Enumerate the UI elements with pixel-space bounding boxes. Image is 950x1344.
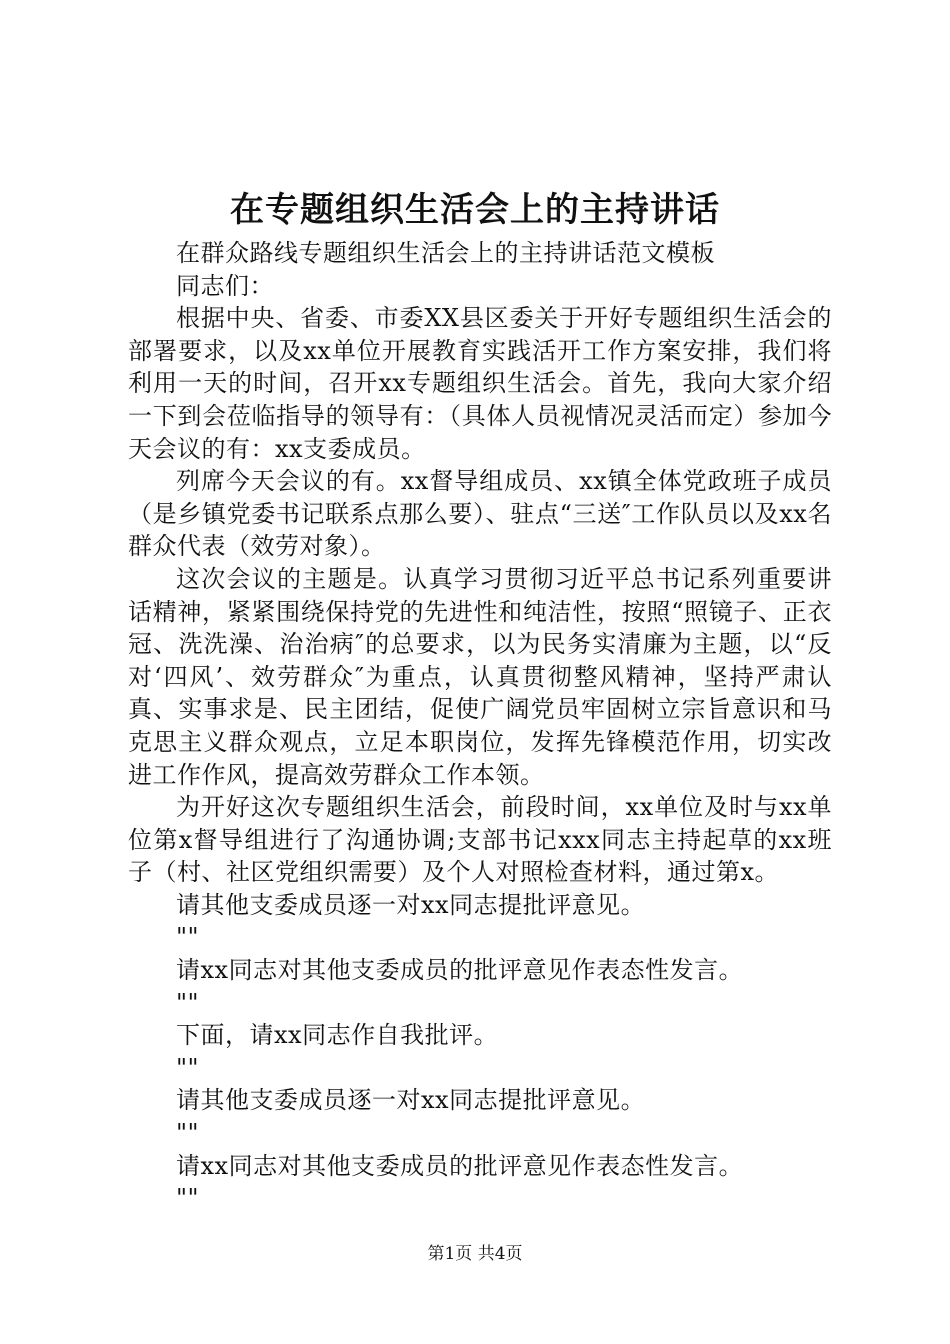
instruction-line: 请其他支委成员逐一对xx同志提批评意见。 xyxy=(176,890,646,919)
body-paragraph: 为开好这次专题组织生活会，前段时间，xx单位及时与xx单位第x督导组进行了沟通协调;支部书记xxx同志主持起草的xx班子（村、社区党组织需要）及个人对照检查材料，通过第x。 xyxy=(128,793,832,887)
document-body xyxy=(128,237,832,1215)
instruction-line: 请xx同志对其他支委成员的批评意见作表态性发言。 xyxy=(176,956,744,985)
document-title: 在专题组织生活会上的主持讲话 xyxy=(230,190,720,230)
quote-marks-line: "" xyxy=(176,988,200,1017)
quote-marks-line: "" xyxy=(176,1119,200,1148)
instruction-line: 请其他支委成员逐一对xx同志提批评意见。 xyxy=(176,1086,646,1115)
instruction-line: 请xx同志对其他支委成员的批评意见作表态性发言。 xyxy=(176,1151,744,1180)
body-paragraph: 列席今天会议的有。xx督导组成员、xx镇全体党政班子成员（是乡镇党委书记联系点那么要）、驻点“三送″工作队员以及xx名群众代表（效劳对象）。 xyxy=(128,467,832,561)
body-paragraph: 根据中央、省委、市委XX县区委关于开好专题组织生活会的部署要求，以及xx单位开展教育实践活开工作方案安排，我们将利用一天的时间，召开xx专题组织生活会。首先，我向大家介绍一下到会莅临指导的领导有：（具体人员视情况灵活而定）参加今天会议的有：xx支委成员。 xyxy=(128,304,832,463)
quote-marks-line: "" xyxy=(176,1184,200,1213)
body-paragraph: 这次会议的主题是。认真学习贯彻习近平总书记系列重要讲话精神，紧紧围绕保持党的先进性和纯洁性，按照“照镜子、正衣冠、洗洗澡、治治病″的总要求，以为民务实清廉为主题，以“反对‘四风’、效劳群众″为重点，认真贯彻整风精神，坚持严肃认真、实事求是、民主团结，促使广阔党员牢固树立宗旨意识和马克思主义群众观点，立足本职岗位，发挥先锋模范作用，切实改进工作作风，提高效劳群众工作本领。 xyxy=(128,564,832,789)
instruction-line: 下面，请xx同志作自我批评。 xyxy=(176,1021,499,1050)
subtitle-paragraph: 在群众路线专题组织生活会上的主持讲话范文模板 xyxy=(176,239,715,267)
quote-marks-line: "" xyxy=(176,923,200,952)
page-footer: 第1页 共4页 xyxy=(427,1244,523,1264)
salutation-paragraph: 同志们： xyxy=(176,271,274,300)
quote-marks-line: "" xyxy=(176,1053,200,1082)
